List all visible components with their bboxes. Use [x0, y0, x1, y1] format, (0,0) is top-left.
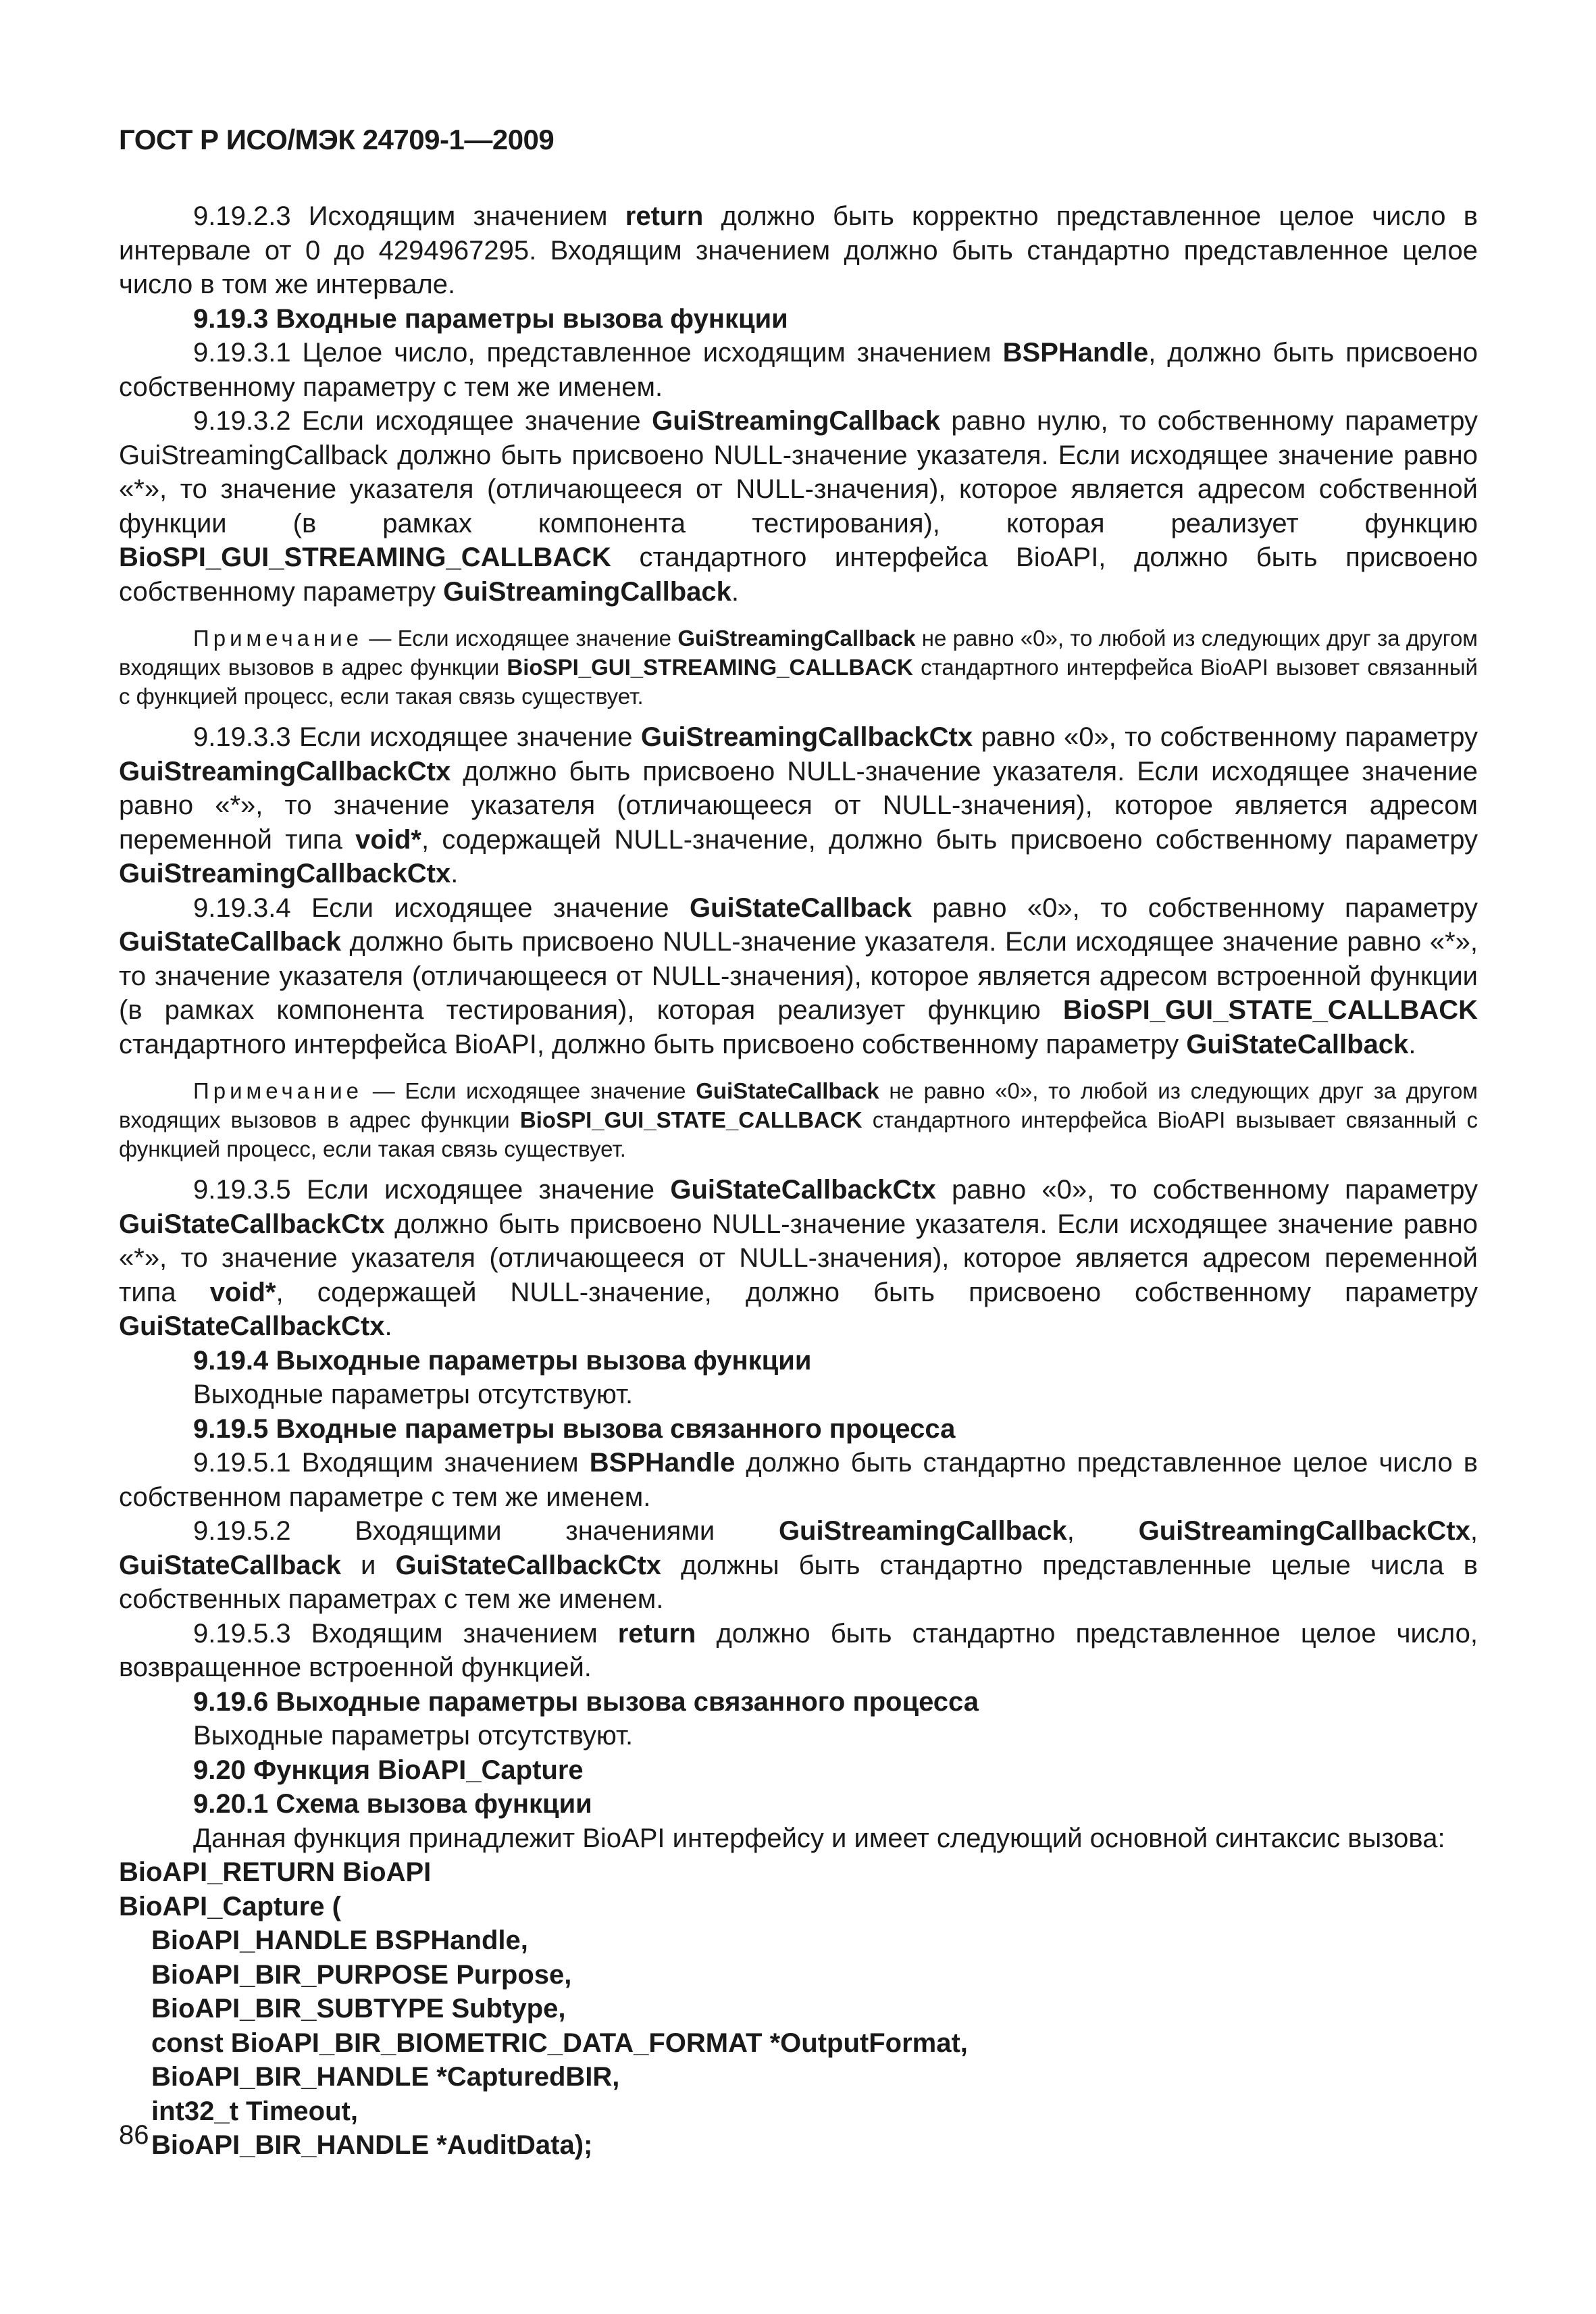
paragraph-syntax-intro: Данная функция принадлежит BioAPI интерфейсу и имеет следующий основной синтаксис вызова: [193, 1823, 1445, 1853]
code-line: BioAPI_BIR_PURPOSE Purpose, [151, 1959, 572, 1990]
section-heading-9-19-4: 9.19.4 Выходные параметры вызова функции [193, 1345, 812, 1376]
section-heading-9-19-3: 9.19.3 Входные параметры вызова функции [193, 303, 788, 334]
paragraph-9-19-3-1: 9.19.3.1 Целое число, представленное исходящим значением BSPHandle, должно быть присвоено собственному параметру с тем же именем. [119, 338, 1478, 402]
code-line: int32_t Timeout, [151, 2096, 358, 2126]
page-number: 86 [119, 2120, 149, 2150]
note-2: Примечание — Если исходящее значение GuiStateCallback не равно «0», то любой из следующих друг за другом входящих вызовов в адрес функции BioSPI_GUI_STATE_CALLBACK стандартного интерфейса BioAPI вызывает связанный с функцией процесс, если такая связь существует. [119, 1078, 1478, 1161]
code-line: BioAPI_Capture ( [119, 1891, 341, 1921]
paragraph-9-19-3-2: 9.19.3.2 Если исходящее значение GuiStreamingCallback равно нулю, то собственному параметру GuiStreamingCallback должно быть присвоено NULL-значение указателя. Если исходящее значение равно «*», то значение указателя (отличающееся от NULL-значения), которое является адресом собственной функции (в рамках компонента тестирования), которая реализует функцию BioSPI_GUI_STREAMING_CALLBACK стандартного интерфейса BioAPI, должно быть присвоено собственному параметру GuiStreamingCallback. [119, 406, 1478, 607]
section-heading-9-19-6: 9.19.6 Выходные параметры вызова связанного процесса [193, 1686, 979, 1717]
code-block [119, 1855, 1478, 2163]
code-line: BioAPI_BIR_HANDLE *CapturedBIR, [151, 2062, 620, 2092]
section-heading-9-20: 9.20 Функция BioAPI_Capture [193, 1755, 584, 1785]
section-heading-9-20-1: 9.20.1 Схема вызова функции [193, 1789, 592, 1819]
paragraph-no-output-1: Выходные параметры отсутствуют. [193, 1380, 634, 1409]
code-line: const BioAPI_BIR_BIOMETRIC_DATA_FORMAT *OutputFormat, [151, 2028, 968, 2058]
code-line: BioAPI_RETURN BioAPI [119, 1857, 432, 1887]
paragraph-9-19-3-5: 9.19.3.5 Если исходящее значение GuiStateCallbackCtx равно «0», то собственному параметру GuiStateCallbackCtx должно быть присвоено NULL-значение указателя. Если исходящее значение равно «*», то значение указателя (отличающееся от NULL-значения), которое является адресом переменной типа void*, содержащей NULL-значение, должно быть присвоено собственному параметру GuiStateCallbackCtx. [119, 1175, 1478, 1341]
code-line: BioAPI_BIR_SUBTYPE Subtype, [151, 1994, 566, 2023]
paragraph-9-19-5-3: 9.19.5.3 Входящим значением return должно быть стандартно представленное целое число, возвращенное встроенной функцией. [119, 1618, 1478, 1682]
paragraph-9-19-3-4: 9.19.3.4 Если исходящее значение GuiStateCallback равно «0», то собственному параметру GuiStateCallback должно быть присвоено NULL-значение указателя. Если исходящее значение равно «*», то значение указателя (отличающееся от NULL-значения), которое является адресом встроенной функции (в рамках компонента тестирования), которая реализует функцию BioSPI_GUI_STATE_CALLBACK стандартного интерфейса BioAPI, должно быть присвоено собственному параметру GuiStateCallback. [119, 892, 1478, 1059]
paragraph-9-19-2-3: 9.19.2.3 Исходящим значением return должно быть корректно представленное целое число в интервале от 0 до 4294967295. Входящим значением должно быть стандартно представленное целое число в том же интервале. [119, 201, 1478, 299]
paragraph-9-19-5-2: 9.19.5.2 Входящими значениями GuiStreamingCallback, GuiStreamingCallbackCtx, GuiStateCallback и GuiStateCallbackCtx должны быть стандартно представленные целые числа в собственных параметрах с тем же именем. [119, 1516, 1478, 1614]
section-heading-9-19-5: 9.19.5 Входные параметры вызова связанного процесса [193, 1413, 956, 1444]
code-line: BioAPI_BIR_HANDLE *AuditData); [151, 2130, 593, 2160]
paragraph-9-19-3-3: 9.19.3.3 Если исходящее значение GuiStreamingCallbackCtx равно «0», то собственному параметру GuiStreamingCallbackCtx должно быть присвоено NULL-значение указателя. Если исходящее значение равно «*», то значение указателя (отличающееся от NULL-значения), которое является адресом переменной типа void*, содержащей NULL-значение, должно быть присвоено собственному параметру GuiStreamingCallbackCtx. [119, 722, 1478, 888]
note-1: Примечание — Если исходящее значение GuiStreamingCallback не равно «0», то любой из следующих друг за другом входящих вызовов в адрес функции BioSPI_GUI_STREAMING_CALLBACK стандартного интерфейса BioAPI вызовет связанный с функцией процесс, если такая связь существует. [119, 626, 1478, 709]
document-header: ГОСТ Р ИСО/МЭК 24709-1—2009 [119, 124, 555, 155]
code-line: BioAPI_HANDLE BSPHandle, [151, 1926, 528, 1955]
paragraph-9-19-5-1: 9.19.5.1 Входящим значением BSPHandle должно быть стандартно представленное целое число в собственном параметре с тем же именем. [119, 1448, 1478, 1512]
paragraph-no-output-2: Выходные параметры отсутствуют. [193, 1721, 634, 1751]
document-body [119, 199, 1478, 2163]
